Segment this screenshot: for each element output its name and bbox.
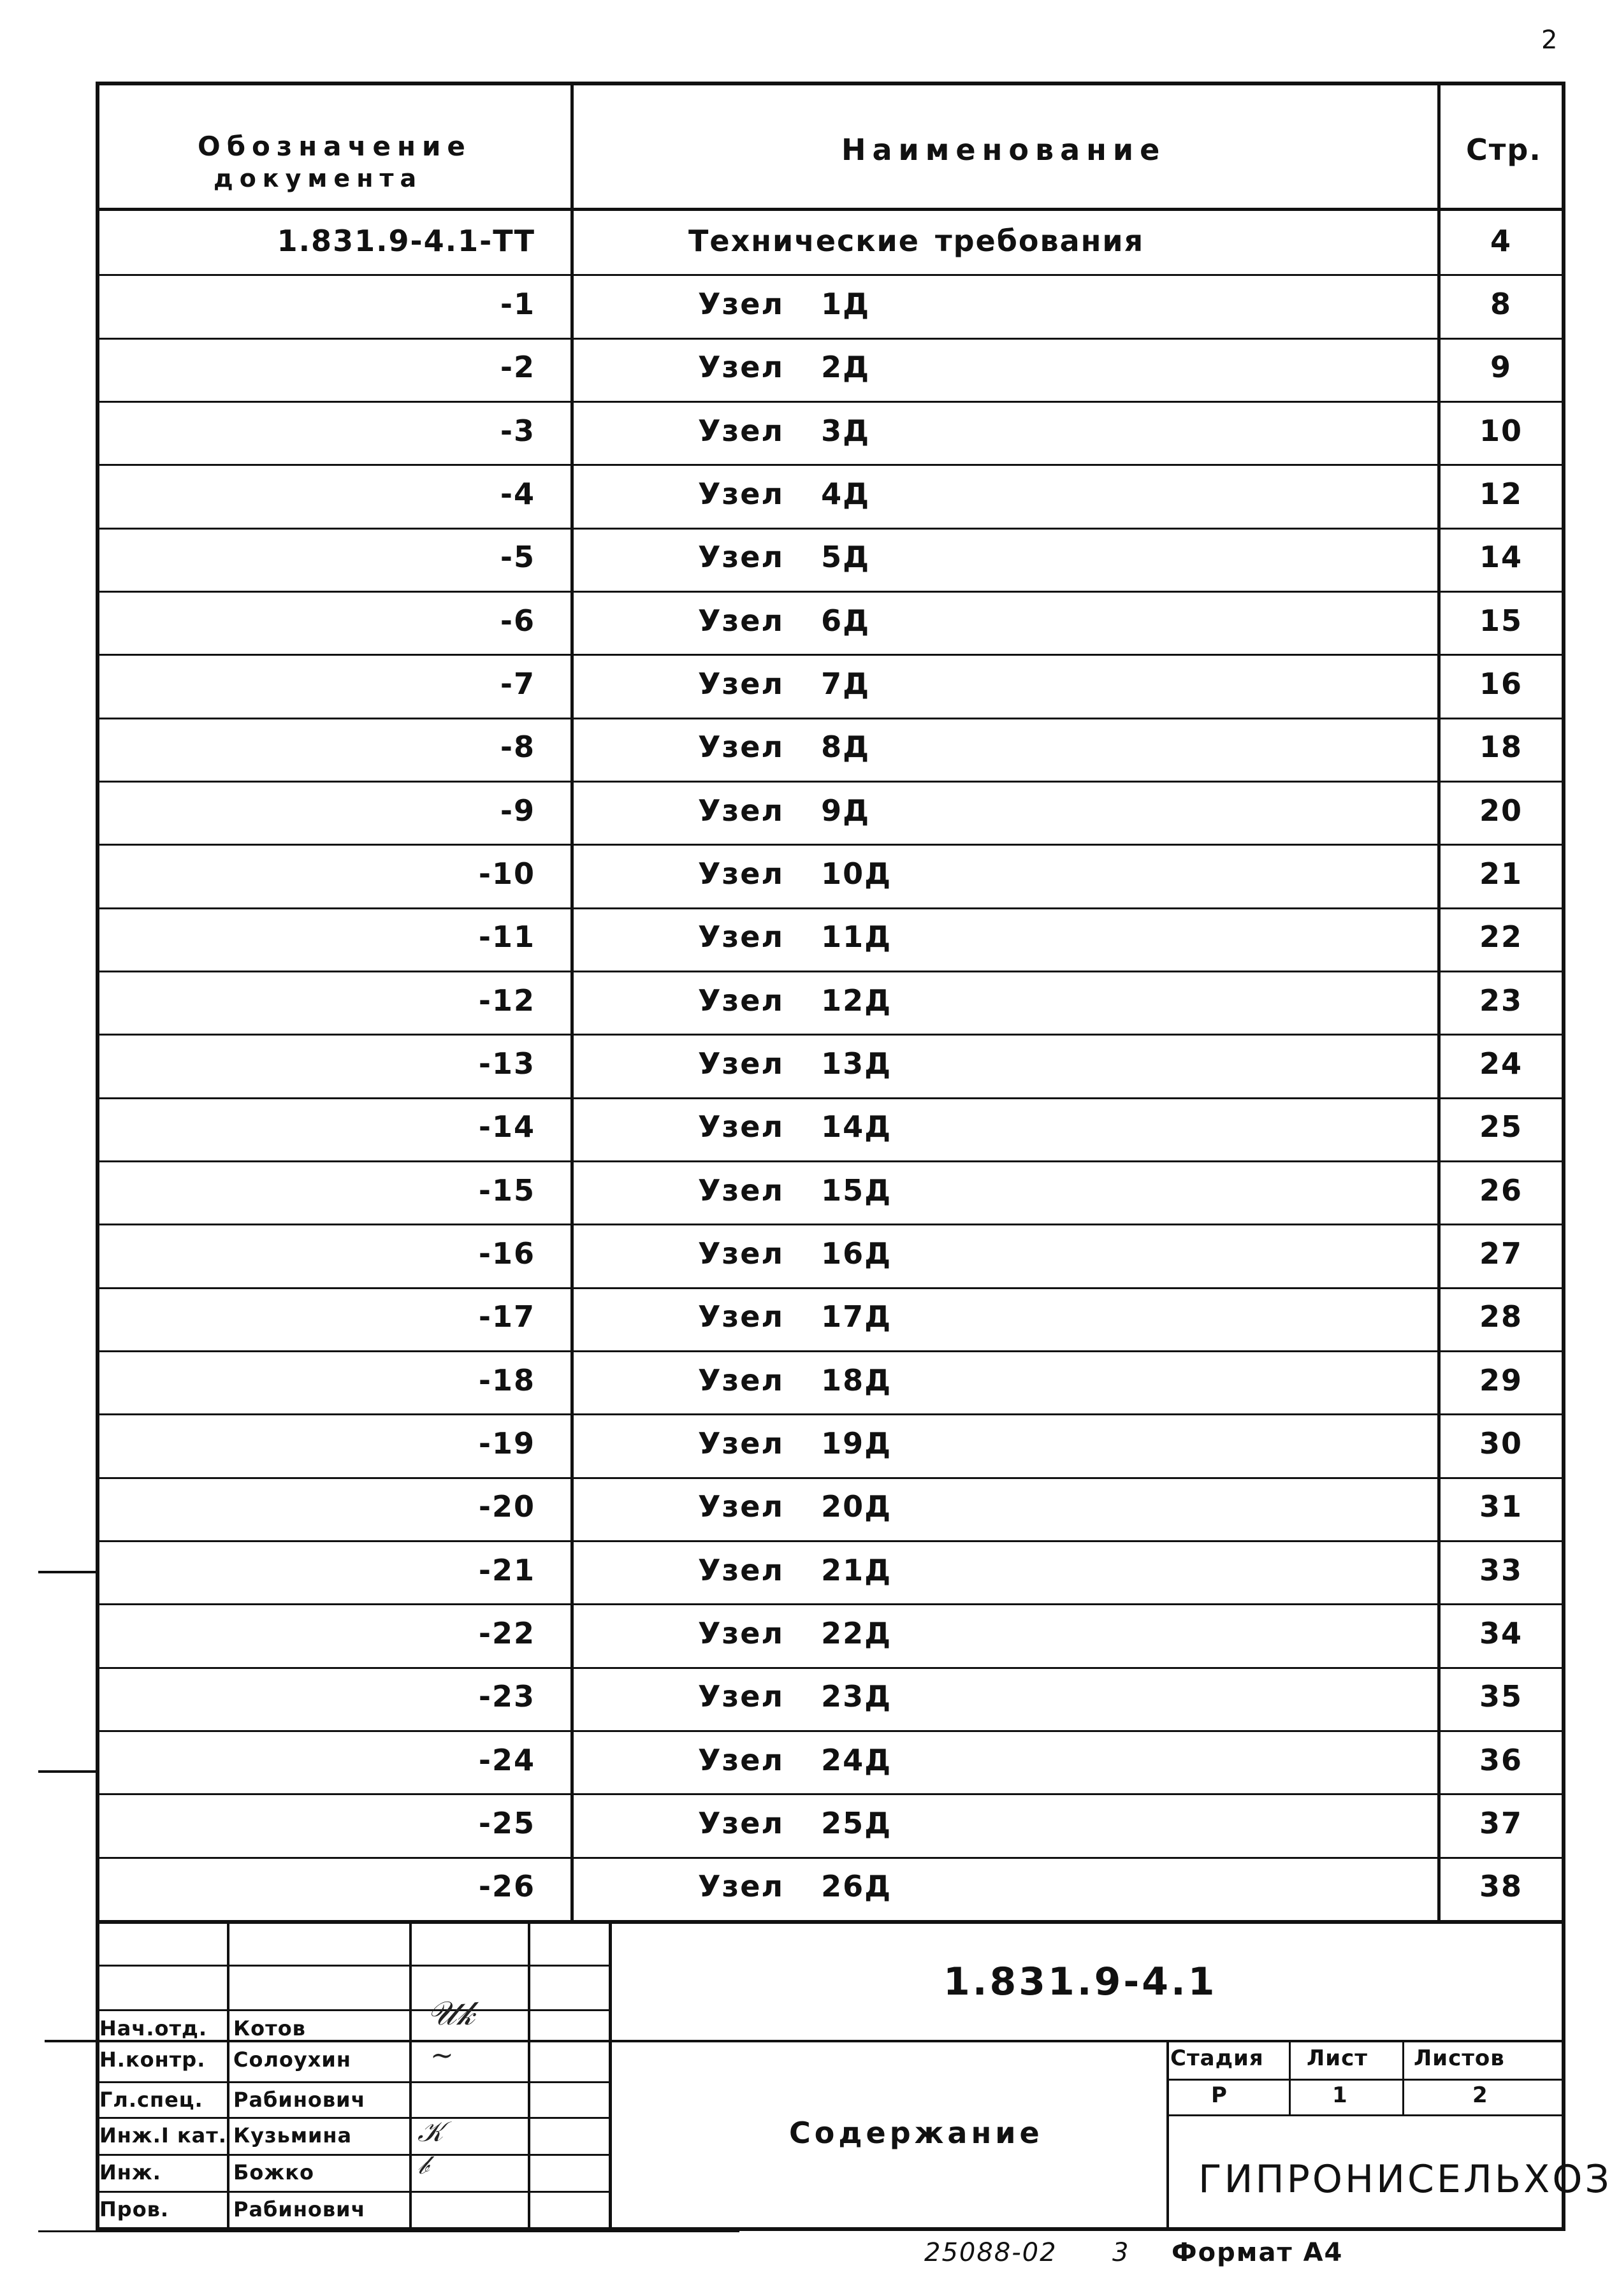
row-page: 36 [1479,1742,1523,1777]
table-row [0,654,1619,717]
row-name: Узел 4Д [698,476,871,511]
signer-name: Рабинович [233,2088,366,2112]
table-row [0,1857,1619,1920]
footer-format: Формат А4 [1172,2238,1344,2267]
row-page: 25 [1479,1109,1523,1144]
row-page: 29 [1479,1362,1523,1397]
row-name: Узел 6Д [698,603,871,638]
row-page: 31 [1479,1489,1523,1524]
doc-code: 1.831.9-4.1 [943,1960,1217,2004]
table-row [0,464,1619,527]
signature-kuzmina: 𝒦 [417,2116,444,2148]
row-code: -3 [500,413,535,448]
row-code: -5 [500,540,535,575]
row-page: 21 [1479,856,1523,891]
row-code: -12 [478,983,535,1018]
signer-role: Н.контр. [99,2047,206,2072]
table-row [0,718,1619,781]
row-page: 16 [1479,666,1523,701]
row-code: -14 [478,1109,535,1144]
row-page: 10 [1479,413,1523,448]
table-row [0,907,1619,971]
row-page: 8 [1490,286,1512,321]
table-row [0,591,1619,654]
table-row [0,274,1619,337]
table-row [0,1477,1619,1540]
row-code: -21 [478,1552,535,1587]
row-name: Узел 1Д [698,286,871,321]
signer-role: Пров. [99,2197,170,2221]
row-name: Узел 8Д [698,730,871,765]
row-page: 12 [1479,476,1523,511]
table-row [0,1667,1619,1730]
row-code: -26 [478,1869,535,1904]
stage-value: Р [1211,2083,1228,2108]
row-code: -6 [500,603,535,638]
signer-role: Гл.спец. [99,2088,203,2112]
row-page: 35 [1479,1679,1523,1714]
row-page: 37 [1479,1805,1523,1840]
header-page: Стр. [1466,133,1542,167]
row-code: -16 [478,1236,535,1271]
table-row [0,1413,1619,1477]
row-name: Узел 23Д [698,1679,892,1714]
sheets-value: 2 [1472,2083,1488,2108]
organization: ГИПРОНИСЕЛЬХОЗ [1198,2157,1612,2202]
header-designation-line2: документа [214,164,423,192]
row-name: Узел 19Д [698,1426,892,1461]
row-page: 14 [1479,540,1523,575]
table-row [0,1793,1619,1856]
footer-copy: 3 [1112,2238,1130,2267]
row-name: Узел 22Д [698,1615,892,1650]
signer-role: Инж. [99,2160,161,2184]
table-row [0,1287,1619,1350]
table-row [0,844,1619,907]
row-page: 20 [1479,793,1523,828]
header-designation: Обозначение [198,131,472,162]
row-code: -20 [478,1489,535,1524]
row-name: Узел 16Д [698,1236,892,1271]
row-page: 33 [1479,1552,1523,1587]
row-page: 24 [1479,1046,1523,1081]
row-name: Узел 14Д [698,1109,892,1144]
signer-name: Божко [233,2160,314,2184]
table-row [0,401,1619,464]
row-page: 4 [1490,223,1512,258]
table-row [0,1097,1619,1160]
row-code: -7 [500,666,535,701]
sheet-label: Лист [1307,2046,1368,2071]
row-name: Узел 2Д [698,350,871,385]
row-page: 26 [1479,1173,1523,1208]
table-row [0,1224,1619,1287]
row-name: Узел 9Д [698,793,871,828]
row-page: 9 [1490,350,1512,385]
table-row [0,1540,1619,1603]
table-row [0,528,1619,591]
row-name: Узел 20Д [698,1489,892,1524]
sheet-title: Содержание [789,2116,1043,2150]
sheets-label: Листов [1414,2046,1505,2071]
table-row [0,1160,1619,1224]
row-name: Узел 26Д [698,1869,892,1904]
row-name: Узел 18Д [698,1362,892,1397]
row-code: -11 [478,920,535,955]
row-name: Узел 7Д [698,666,871,701]
row-code: -24 [478,1742,535,1777]
signer-role: Инж.I кат. [99,2123,227,2148]
sheet-value: 1 [1332,2083,1348,2108]
signature-bozhko: 𝒷 [417,2151,429,2180]
row-name: Узел 15Д [698,1173,892,1208]
stage-label: Стадия [1170,2046,1264,2071]
row-code: -4 [500,476,535,511]
row-code: -25 [478,1805,535,1840]
table-row [0,1034,1619,1097]
header-name: Наименование [841,133,1166,167]
row-page: 30 [1479,1426,1523,1461]
table-row [0,1730,1619,1793]
corner-mark: 2 [1541,25,1559,55]
row-page: 28 [1479,1299,1523,1334]
row-code: -18 [478,1362,535,1397]
footer-number: 25088-02 [924,2238,1057,2267]
row-code: -17 [478,1299,535,1334]
table-row [0,1603,1619,1666]
row-page: 38 [1479,1869,1523,1904]
table-row [0,338,1619,401]
table-row [0,781,1619,844]
row-page: 22 [1479,920,1523,955]
row-code: -1 [500,286,535,321]
row-name: Узел 17Д [698,1299,892,1334]
table-row [0,211,1619,274]
table-row [0,971,1619,1034]
row-name: Узел 21Д [698,1552,892,1587]
row-code: -22 [478,1615,535,1650]
row-name: Узел 5Д [698,540,871,575]
row-code: -8 [500,730,535,765]
signature-solouhin: ~ [430,2039,454,2072]
row-name: Узел 10Д [698,856,892,891]
row-code: -13 [478,1046,535,1081]
row-code: -2 [500,350,535,385]
signer-role: Нач.отд. [99,2016,208,2040]
row-name: Узел 12Д [698,983,892,1018]
row-name: Узел 25Д [698,1805,892,1840]
row-code: -19 [478,1426,535,1461]
signer-name: Рабинович [233,2197,366,2221]
signer-name: Солоухин [233,2047,351,2072]
row-name: Узел 3Д [698,413,871,448]
signer-name: Кузьмина [233,2123,352,2148]
row-page: 27 [1479,1236,1523,1271]
row-name: Узел 11Д [698,920,892,955]
row-name: Технические требования [688,223,1145,258]
row-page: 18 [1479,730,1523,765]
row-name: Узел 24Д [698,1742,892,1777]
row-code: -9 [500,793,535,828]
row-page: 23 [1479,983,1523,1018]
signature-kotov: 𝒰𝓀 [427,1995,475,2033]
row-code: 1.831.9-4.1-ТТ [277,223,535,258]
row-code: -10 [478,856,535,891]
table-row [0,1350,1619,1413]
row-page: 15 [1479,603,1523,638]
signer-name: Котов [233,2016,306,2040]
row-code: -23 [478,1679,535,1714]
row-code: -15 [478,1173,535,1208]
row-page: 34 [1479,1615,1523,1650]
row-name: Узел 13Д [698,1046,892,1081]
